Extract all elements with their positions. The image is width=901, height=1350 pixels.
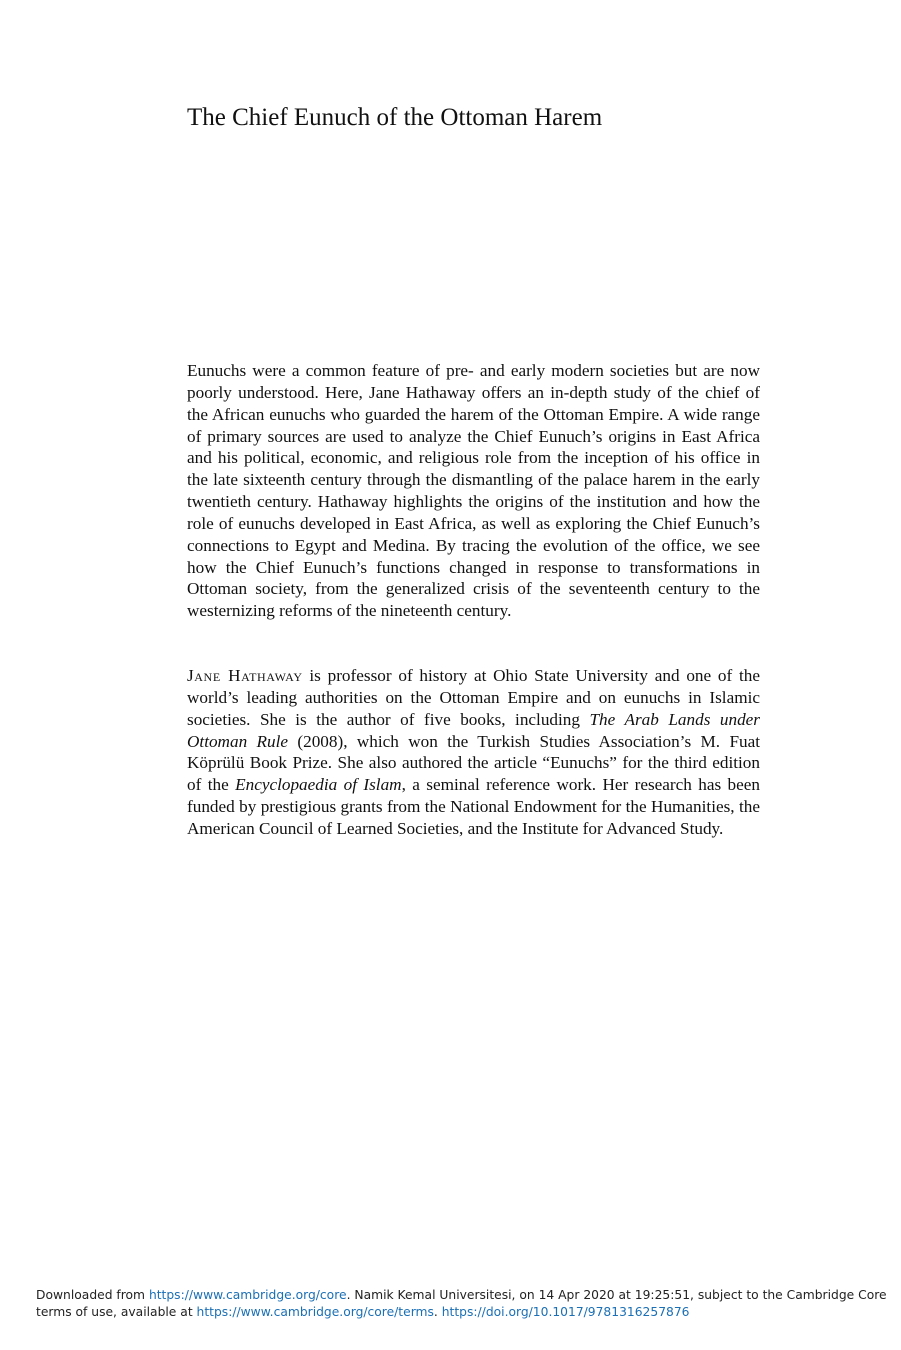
- bio-text-3: , a seminal reference work. Her research has been funded by prestigious grants from the National Endowment for the Humanities, the American Council of Learned Societies, and the Institute for Advanced Study.: [187, 775, 760, 838]
- footer-downloaded-text: Downloaded from: [36, 1288, 149, 1302]
- cambridge-core-link[interactable]: https://www.cambridge.org/core: [148, 1288, 347, 1302]
- bio-text-2: (2008), which won the Turkish Studies Association’s M. Fuat Köprülü Book Prize. She also authored the article “Eunuchs” for the third edition of the: [187, 731, 760, 795]
- encyclopedia-reference: Encyclopaedia of Islam: [235, 775, 402, 795]
- footer-line-1: [36, 1287, 886, 1304]
- doi-link[interactable]: https://doi.org/10.1017/9781316257876: [441, 1305, 690, 1319]
- footer-terms-text: terms of use, available at: [36, 1305, 197, 1319]
- footer-access-text: . Namik Kemal Universitesi, on 14 Apr 2020 at 19:25:51, subject to the Cambridge Core: [346, 1288, 887, 1302]
- footer-separator: .: [433, 1305, 442, 1319]
- download-footer: [36, 1287, 886, 1321]
- author-name: Jane Hathaway: [187, 666, 303, 685]
- book-title-reference: The Arab Lands under Ottoman Rule: [187, 709, 760, 751]
- terms-link[interactable]: https://www.cambridge.org/core/terms: [196, 1305, 434, 1319]
- footer-line-2: [36, 1304, 886, 1321]
- bio-text-1: is professor of history at Ohio State University and one of the world’s leading authorities on the Ottoman Empire and on eunuchs in Islamic societies. She is the author of five books, including: [187, 666, 761, 729]
- author-biography: [187, 665, 760, 840]
- book-description: Eunuchs were a common feature of pre- and early modern societies but are now poorly understood. Here, Jane Hathaway offers an in-depth study of the chief of the African eunuchs who guarded the harem of the Ottoman Empire. A wide range of primary sources are used to analyze the Chief Eunuch’s origins in East Africa and his political, economic, and religious role from the inception of his office in the late sixteenth century through the dismantling of the palace harem in the early twentieth century. Hathaway highlights the origins of the institution and how the role of eunuchs developed in East Africa, as well as exploring the Chief Eunuch’s connections to Egypt and Medina. By tracing the evolution of the office, we see how the Chief Eunuch’s functions changed in response to transformations in Ottoman society, from the generalized crisis of the seventeenth century to the westernizing reforms of the nineteenth century.: [187, 361, 760, 621]
- book-title: The Chief Eunuch of the Ottoman Harem: [187, 104, 603, 131]
